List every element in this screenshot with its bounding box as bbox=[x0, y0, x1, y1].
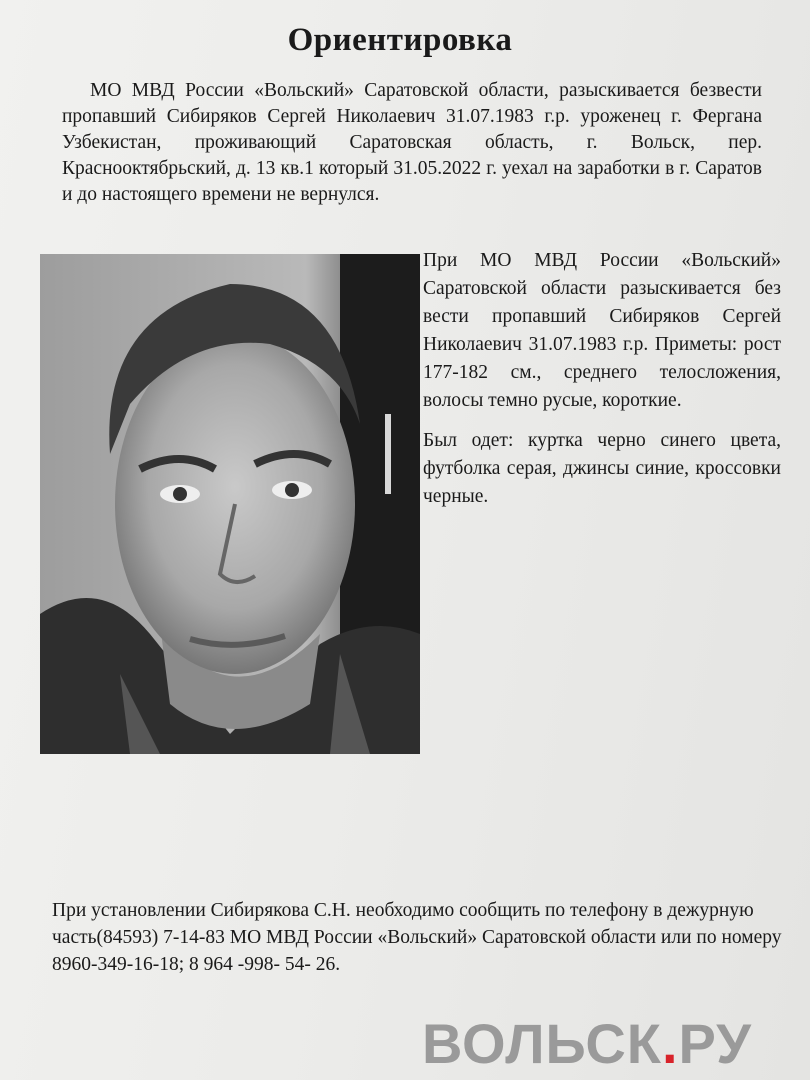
intro-paragraph: МО МВД России «Вольский» Саратовской области, разыскивается безвести пропавший Сибиряков Сергей Николаевич 31.07.1983 г.р. уроженец г. Фергана Узбекистан, проживающий Саратовская область, г. Вольск, пер. Краснооктябрьский, д. 13 кв.1 который 31.05.2022 г. уехал на заработки в г. Саратов и до настоящего времени не вернулся. bbox=[62, 80, 762, 205]
document-title: Ориентировка bbox=[287, 22, 513, 58]
watermark-main: ВОЛЬСК bbox=[422, 1012, 662, 1075]
portrait-image bbox=[40, 254, 420, 754]
person-photo bbox=[40, 254, 420, 754]
watermark-suffix: РУ bbox=[678, 1012, 752, 1075]
description-paragraph: При МО МВД России «Вольский» Саратовской области разыскивается без вести пропавший Сибиряков Сергей Николаевич 31.07.1983 г.р. Приметы: рост 177-182 см., среднего телосложения, волосы темно русые, короткие. bbox=[423, 250, 781, 411]
description-block bbox=[423, 247, 781, 523]
contact-paragraph: При установлении Сибирякова С.Н. необходимо сообщить по телефону в дежурную часть(84593) 7-14-83 МО МВД России «Вольский» Саратовской области или по номеру 8960-349-16-18; 8 964 -998- 54- 26. bbox=[52, 900, 782, 975]
clothing-paragraph: Был одет: куртка черно синего цвета, футболка серая, джинсы синие, кроссовки черные. bbox=[423, 430, 781, 507]
watermark-dot: . bbox=[661, 1012, 679, 1075]
site-watermark-logo bbox=[422, 1014, 792, 1074]
